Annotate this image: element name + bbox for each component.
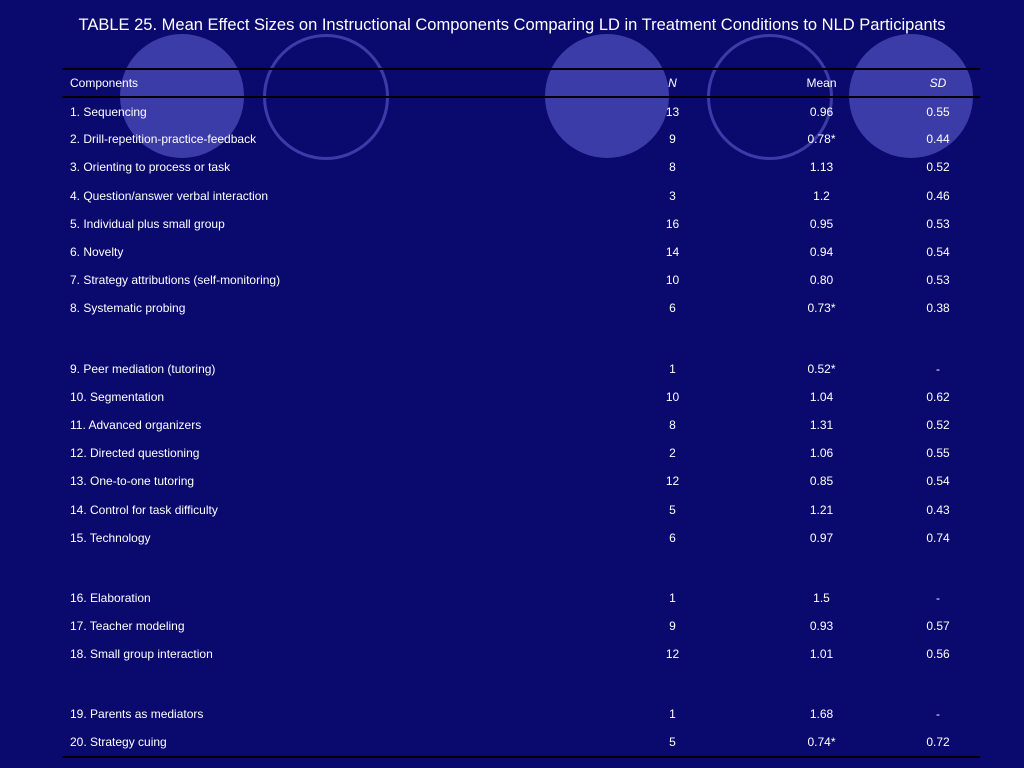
cell-mean: 1.06 xyxy=(809,446,834,461)
cell-component: 18. Small group interaction xyxy=(70,647,213,662)
header-mean: Mean xyxy=(806,76,837,90)
cell-component: 7. Strategy attributions (self-monitoring) xyxy=(70,273,281,288)
cell-mean: 1.01 xyxy=(809,647,834,662)
table-row xyxy=(62,700,980,728)
table-row xyxy=(62,495,980,523)
cell-sd: 0.56 xyxy=(926,647,950,662)
cell-mean: 1.31 xyxy=(809,417,834,432)
table-row xyxy=(62,612,980,640)
cell-sd: 0.57 xyxy=(926,619,950,634)
spacer-row xyxy=(62,552,980,584)
cell-mean: 0.78* xyxy=(807,132,836,147)
cell-mean: 0.94 xyxy=(809,245,834,260)
cell-component: 3. Orienting to process or task xyxy=(70,160,231,175)
cell-n: 12 xyxy=(665,647,680,662)
cell-component: 1. Sequencing xyxy=(70,104,147,119)
table-row xyxy=(62,467,980,495)
table-row xyxy=(62,266,980,294)
cell-sd: 0.46 xyxy=(926,188,950,203)
cell-component: 15. Technology xyxy=(70,530,151,545)
cell-sd: 0.55 xyxy=(926,104,950,119)
cell-mean: 0.97 xyxy=(809,530,834,545)
cell-n: 13 xyxy=(665,104,680,119)
table-row xyxy=(62,238,980,266)
cell-mean: 0.85 xyxy=(809,474,834,489)
cell-mean: 1.04 xyxy=(809,389,834,404)
table-row xyxy=(62,210,980,238)
slide-title: TABLE 25. Mean Effect Sizes on Instructional Components Comparing LD in Treatment Conditions to NLD Participants xyxy=(78,16,946,34)
cell-n: 10 xyxy=(665,273,680,288)
cell-component: 10. Segmentation xyxy=(70,389,165,404)
cell-component: 2. Drill-repetition-practice-feedback xyxy=(70,132,257,147)
cell-sd: 0.43 xyxy=(926,502,950,517)
effect-size-table xyxy=(62,68,980,758)
cell-component: 5. Individual plus small group xyxy=(70,216,225,231)
table-row xyxy=(62,584,980,612)
cell-sd: 0.38 xyxy=(926,301,950,316)
cell-component: 14. Control for task difficulty xyxy=(70,502,218,517)
cell-mean: 0.96 xyxy=(809,104,834,119)
table-row xyxy=(62,97,980,125)
cell-mean: 0.80 xyxy=(809,273,834,288)
cell-sd: 0.54 xyxy=(926,474,950,489)
table-row xyxy=(62,640,980,668)
cell-component: 12. Directed questioning xyxy=(70,446,200,461)
cell-n: 16 xyxy=(665,216,680,231)
cell-component: 19. Parents as mediators xyxy=(70,707,204,722)
spacer-row xyxy=(62,668,980,700)
table-row xyxy=(62,355,980,383)
table-row xyxy=(62,125,980,153)
cell-n: 8 xyxy=(669,417,676,432)
cell-n: 12 xyxy=(665,474,680,489)
cell-sd: 0.52 xyxy=(926,160,950,175)
table-header-row xyxy=(62,69,980,97)
cell-n: 3 xyxy=(669,188,676,203)
cell-n: 5 xyxy=(669,502,676,517)
cell-component: 11. Advanced organizers xyxy=(70,417,202,432)
cell-mean: 1.68 xyxy=(809,707,834,722)
cell-n: 6 xyxy=(669,301,676,316)
cell-component: 6. Novelty xyxy=(70,245,124,260)
cell-mean: 0.52* xyxy=(807,361,836,376)
cell-component: 20. Strategy cuing xyxy=(70,735,167,750)
cell-n: 1 xyxy=(669,590,676,605)
table-body xyxy=(62,97,980,757)
header-n: N xyxy=(668,76,677,90)
cell-sd: 0.55 xyxy=(926,446,950,461)
cell-sd: 0.54 xyxy=(926,245,950,260)
cell-sd: - xyxy=(936,361,940,376)
cell-component: 8. Systematic probing xyxy=(70,301,186,316)
cell-sd: 0.53 xyxy=(926,273,950,288)
cell-sd: 0.53 xyxy=(926,216,950,231)
table-row xyxy=(62,383,980,411)
header-components: Components xyxy=(70,76,139,90)
cell-mean: 1.5 xyxy=(813,590,830,605)
cell-n: 10 xyxy=(665,389,680,404)
cell-mean: 0.93 xyxy=(809,619,834,634)
cell-mean: 0.73* xyxy=(807,301,836,316)
cell-sd: 0.72 xyxy=(926,735,950,750)
cell-sd: 0.62 xyxy=(926,389,950,404)
table-row xyxy=(62,153,980,181)
table-row xyxy=(62,411,980,439)
cell-sd: 0.52 xyxy=(926,417,950,432)
cell-n: 14 xyxy=(665,245,680,260)
cell-n: 9 xyxy=(669,619,676,634)
cell-component: 4. Question/answer verbal interaction xyxy=(70,188,269,203)
cell-mean: 0.95 xyxy=(809,216,834,231)
cell-mean: 1.21 xyxy=(809,502,834,517)
cell-mean: 1.2 xyxy=(813,188,830,203)
cell-n: 9 xyxy=(669,132,676,147)
cell-component: 17. Teacher modeling xyxy=(70,619,185,634)
table-row xyxy=(62,439,980,467)
cell-component: 9. Peer mediation (tutoring) xyxy=(70,361,216,376)
cell-mean: 1.13 xyxy=(809,160,834,175)
header-sd: SD xyxy=(929,76,947,90)
table-row xyxy=(62,294,980,322)
spacer-row xyxy=(62,323,980,355)
cell-component: 13. One-to-one tutoring xyxy=(70,474,195,489)
cell-sd: - xyxy=(936,707,940,722)
table-row xyxy=(62,524,980,552)
cell-sd: 0.74 xyxy=(926,530,950,545)
cell-n: 5 xyxy=(669,735,676,750)
cell-sd: - xyxy=(936,590,940,605)
table-row xyxy=(62,182,980,210)
cell-sd: 0.44 xyxy=(926,132,950,147)
cell-n: 1 xyxy=(669,361,676,376)
cell-component: 16. Elaboration xyxy=(70,590,151,605)
cell-n: 1 xyxy=(669,707,676,722)
table-row xyxy=(62,729,980,757)
cell-n: 2 xyxy=(669,446,676,461)
cell-n: 8 xyxy=(669,160,676,175)
cell-mean: 0.74* xyxy=(807,735,836,750)
cell-n: 6 xyxy=(669,530,676,545)
